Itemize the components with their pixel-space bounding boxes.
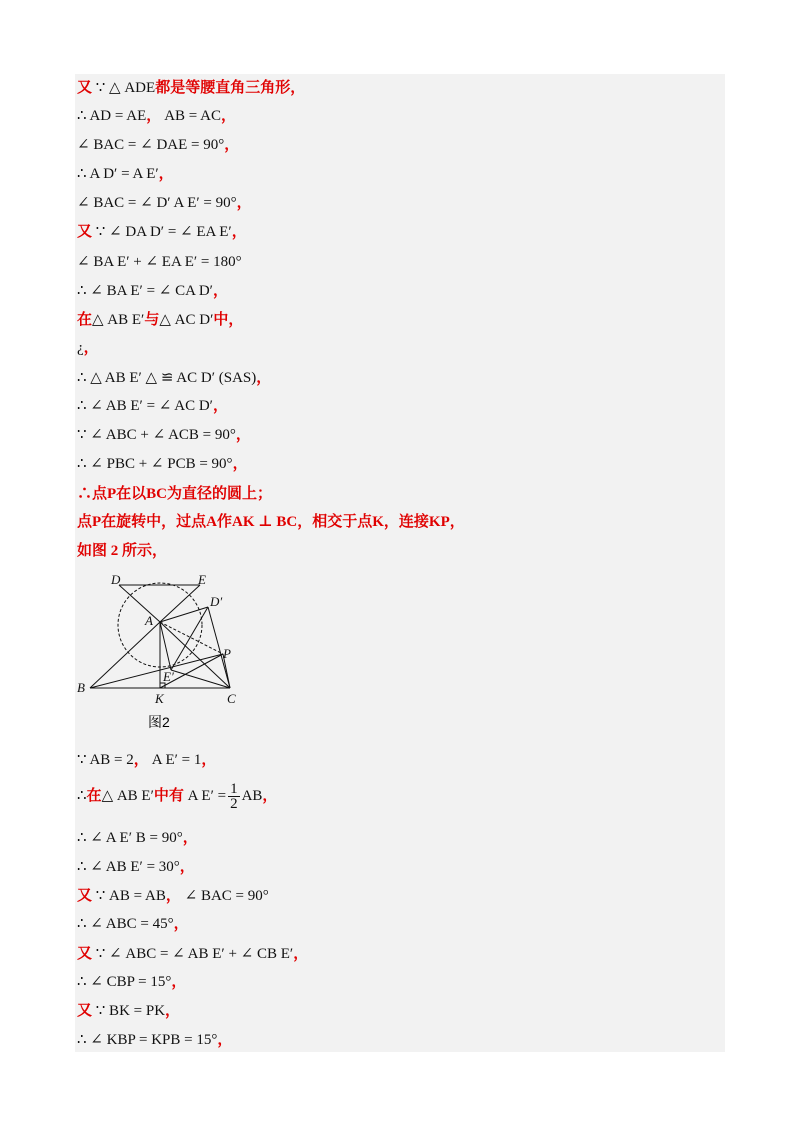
highlight-text: 又 [77, 1003, 93, 1019]
math-text: ∴ ∠ AB E′ = 30° [77, 859, 180, 875]
highlight-text: 又 [77, 888, 93, 904]
math-text: A E′ = 1 [148, 752, 202, 768]
label-e: E [198, 572, 206, 587]
highlight-text: ， [232, 456, 248, 472]
highlight-text: ， [212, 398, 228, 414]
solution-line [77, 484, 272, 504]
solution-line [77, 252, 242, 272]
highlight-text: ， [262, 787, 278, 804]
solution-line [77, 454, 248, 474]
math-text: ¿ [77, 340, 84, 356]
solution-line [77, 368, 271, 388]
solution-line [77, 857, 195, 877]
label-k: K [155, 691, 164, 706]
math-text: ∴ A D′ = A E′ [77, 166, 159, 182]
math-text: ∵ ∠ DA D′ = ∠ EA E′ [92, 224, 232, 240]
math-text: ∵ ∠ ABC + ∠ ACB = 90° [77, 427, 236, 443]
solution-line [77, 828, 198, 848]
solution-line [77, 222, 247, 242]
math-text: ∵ BK = PK [92, 1003, 166, 1019]
math-text: △ AB E′ [101, 787, 154, 804]
solution-line [77, 886, 269, 906]
solution-line [77, 1030, 232, 1050]
label-p: P [223, 646, 231, 661]
math-text: ∵ ∠ ABC = ∠ AB E′ + ∠ CB E′ [92, 946, 294, 962]
label-e-prime: E′ [163, 669, 174, 684]
highlight-text: 又 [77, 946, 93, 962]
segment-ba [90, 622, 160, 688]
highlight-text: ， [221, 108, 237, 124]
solution-line [77, 338, 99, 358]
solution-line [77, 782, 277, 811]
highlight-text: ， [158, 166, 174, 182]
segment-ea [160, 585, 200, 622]
solution-line [77, 193, 252, 213]
highlight-text: ， [293, 946, 309, 962]
highlight-text: ， [235, 427, 251, 443]
highlight-text: ， [165, 888, 181, 904]
math-text: ∵ △ ADE [92, 80, 156, 96]
solution-line [77, 425, 251, 445]
math-text: ∴ ∠ BA E′ = ∠ CA D′ [77, 283, 213, 299]
highlight-text: 点P在旋转中，过点A作AK ⊥ BC，相交于点K，连接KP， [77, 514, 465, 530]
label-c: C [227, 691, 236, 706]
highlight-text: 在 [77, 312, 93, 328]
highlight-text: 又 [77, 224, 93, 240]
math-text: ∴ ∠ AB E′ = ∠ AC D′ [77, 398, 213, 414]
figure-caption: 图2 [148, 714, 170, 730]
highlight-text: 都是等腰直角三角形， [155, 80, 306, 96]
math-text: AB = AC [161, 108, 222, 124]
math-text: ∴ △ AB E′ △ ≌ AC D′ (SAS) [77, 370, 257, 386]
math-text: ∴ ∠ ABC = 45° [77, 916, 174, 932]
solution-line [77, 914, 189, 934]
fraction-denominator: 2 [230, 796, 238, 812]
highlight-text: 中， [213, 312, 244, 328]
math-text: ∴ AD = AE [77, 108, 147, 124]
solution-line [77, 396, 228, 416]
solution-line [77, 944, 308, 964]
highlight-text: ∴点P在以BC为直径的圆上； [77, 486, 273, 502]
solution-line [77, 1001, 180, 1021]
math-text: ∴ ∠ KBP = KPB = 15° [77, 1032, 218, 1048]
highlight-text: 又 [77, 80, 93, 96]
highlight-text: ， [133, 752, 149, 768]
math-text: ∴ [77, 787, 87, 804]
highlight-text: ， [173, 916, 189, 932]
highlight-text: 在 [86, 787, 102, 804]
fraction [228, 782, 240, 811]
solution-line [77, 281, 228, 301]
highlight-text: ， [201, 752, 217, 768]
math-text: ∠ BAC = ∠ D′ A E′ = 90° [77, 195, 237, 211]
math-text: △ AC D′ [159, 312, 214, 328]
solution-line [77, 972, 186, 992]
math-text: AB [241, 787, 263, 804]
highlight-text: ， [146, 108, 162, 124]
math-text: ∴ ∠ A E′ B = 90° [77, 830, 183, 846]
math-text: ∵ AB = 2 [77, 752, 134, 768]
segment-ae-prime [160, 622, 171, 670]
highlight-text: ， [224, 137, 240, 153]
solution-line [77, 135, 239, 155]
math-text: ∠ BAC = ∠ DAE = 90° [77, 137, 225, 153]
solution-line [77, 310, 243, 330]
label-b: B [77, 680, 85, 695]
label-a: A [145, 613, 153, 628]
math-text: ∠ BAC = 90° [180, 888, 269, 904]
highlight-text: 中有 [153, 787, 184, 804]
solution-line [77, 541, 167, 561]
highlight-text: ， [236, 195, 252, 211]
highlight-text: 与 [144, 312, 160, 328]
highlight-text: ， [212, 283, 228, 299]
highlight-text: ， [179, 859, 195, 875]
fraction-numerator: 1 [230, 781, 238, 797]
math-text: △ AB E′ [92, 312, 145, 328]
label-d-prime: D′ [210, 594, 223, 609]
solution-line [77, 164, 174, 184]
highlight-text: ， [83, 340, 99, 356]
math-text: ∴ ∠ CBP = 15° [77, 974, 172, 990]
segment-da [119, 585, 160, 622]
highlight-text: ， [256, 370, 272, 386]
highlight-text: ， [182, 830, 198, 846]
segment-bp [90, 654, 223, 688]
solution-line [77, 750, 216, 770]
highlight-text: ， [231, 224, 247, 240]
solution-line [77, 106, 236, 126]
solution-line [77, 78, 305, 98]
highlight-text: ， [171, 974, 187, 990]
figure-svg [75, 570, 275, 710]
math-text: A E′ = [183, 787, 227, 804]
highlight-text: ， [165, 1003, 181, 1019]
geometry-figure [75, 570, 275, 715]
label-d: D [111, 572, 121, 587]
math-text: ∠ BA E′ + ∠ EA E′ = 180° [77, 254, 242, 270]
math-text: ∴ ∠ PBC + ∠ PCB = 90° [77, 456, 233, 472]
highlight-text: ， [217, 1032, 233, 1048]
math-text: ∵ AB = AB [92, 888, 166, 904]
solution-line [77, 512, 465, 532]
highlight-text: 如图 2 所示， [77, 543, 168, 559]
